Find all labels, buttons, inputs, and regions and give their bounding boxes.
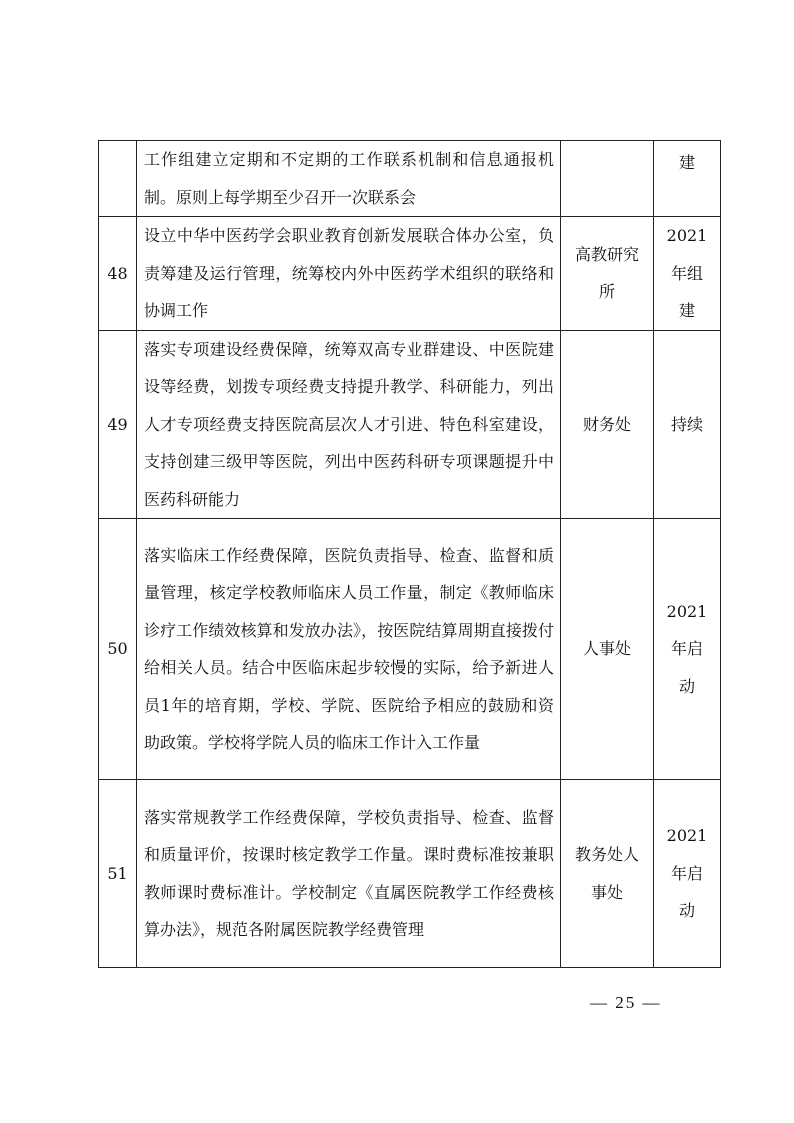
row-content — [137, 519, 561, 780]
table-row — [99, 519, 721, 780]
table-row — [99, 141, 721, 217]
row-content — [137, 217, 561, 331]
row-number: 48 — [99, 217, 137, 331]
row-department: 人事处 — [561, 519, 654, 780]
row-content — [137, 141, 561, 217]
row-timeline: 持续 — [654, 330, 721, 519]
timeline-text: 2021年启动 — [666, 601, 708, 696]
content-text: 落实临床工作经费保障，医院负责指导、检查、监督和质量管理，核定学校教师临床人员工作量，制定《教师临床诊疗工作绩效核算和发放办法》，按医院结算周期直接拨付给相关人员。结合中医临床起步较慢的实际，给予新进人员1年的培育期，学校、学院、医院给予相应的鼓励和资助政策。学校将学院人员的临床工作计入工作量 — [144, 545, 554, 752]
page-number: — 25 — — [590, 993, 662, 1012]
timeline-text: 2021年组建 — [666, 226, 708, 320]
row-department — [561, 217, 654, 331]
row-department: 财务处 — [561, 330, 654, 519]
row-number: 51 — [99, 780, 137, 968]
table-row — [99, 217, 721, 331]
row-timeline — [654, 780, 721, 968]
department-text: 教务处人事处 — [574, 845, 639, 902]
content-text: 落实专项建设经费保障，统筹双高专业群建设、中医院建设等经费，划拨专项经费支持提升教学、科研能力，列出人才专项经费支持医院高层次人才引进、特色科室建设，支持创建三级甲等医院，列出中医药科研专项课题提升中医药科研能力 — [144, 339, 554, 509]
content-text: 工作组建立定期和不定期的工作联系机制和信息通报机制。原则上每学期至少召开一次联系会 — [144, 150, 554, 207]
row-timeline — [654, 141, 721, 217]
timeline-text: 建 — [678, 153, 695, 172]
row-department — [561, 141, 654, 217]
content-text: 落实常规教学工作经费保障，学校负责指导、检查、监督和质量评价，按课时核定教学工作量。课时费标准按兼职教师课时费标准计。学校制定《直属医院教学工作经费核算办法》，规范各附属医院教学经费管理 — [144, 807, 554, 939]
row-number: 50 — [99, 519, 137, 780]
row-content — [137, 780, 561, 968]
timeline-text: 2021年启动 — [666, 826, 708, 921]
row-timeline — [654, 519, 721, 780]
table-row — [99, 780, 721, 968]
row-department — [561, 780, 654, 968]
row-number: 49 — [99, 330, 137, 519]
row-timeline — [654, 217, 721, 331]
task-table — [98, 140, 721, 968]
content-text: 设立中华中医药学会职业教育创新发展联合体办公室，负责筹建及运行管理，统筹校内外中医药学术组织的联络和协调工作 — [144, 226, 554, 320]
row-number — [99, 141, 137, 217]
department-text: 高教研究所 — [574, 244, 639, 302]
row-content — [137, 330, 561, 519]
table-row — [99, 330, 721, 519]
